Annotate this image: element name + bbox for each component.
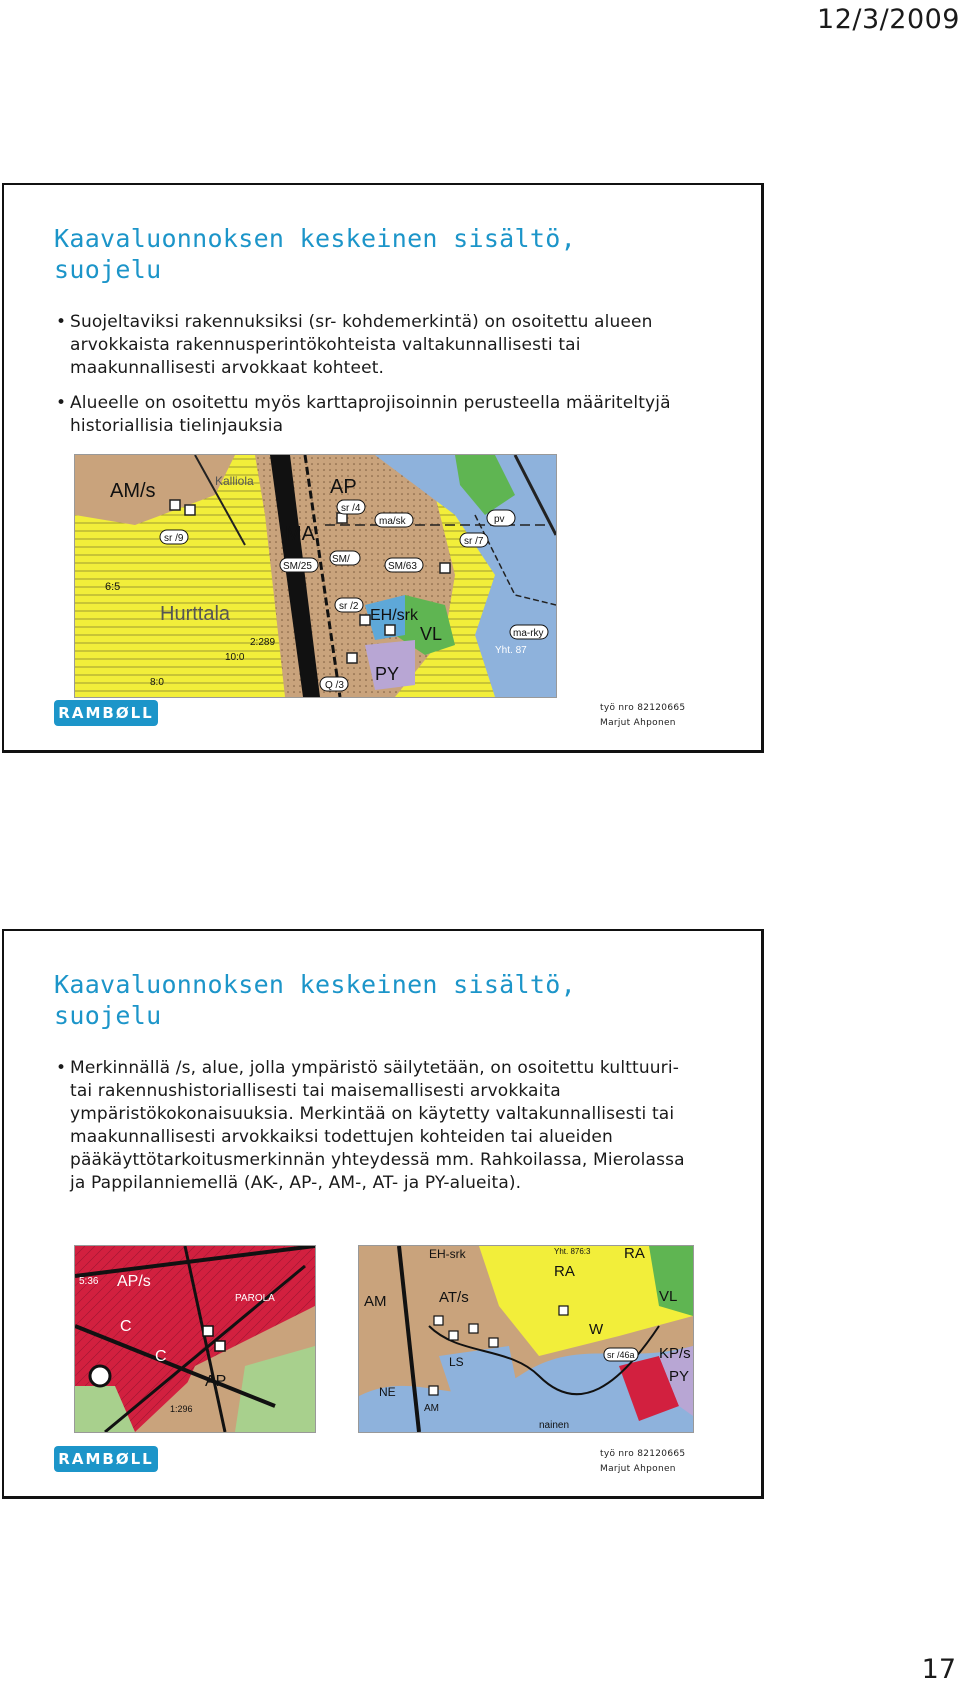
svg-text:Hurttala: Hurttala: [160, 603, 231, 625]
page-number: 17: [921, 1654, 956, 1685]
slide-title-line2: suojelu: [54, 255, 162, 284]
svg-text:Q /3: Q /3: [325, 680, 344, 691]
slide-title: [54, 223, 674, 285]
svg-text:EH-srk: EH-srk: [429, 1247, 466, 1261]
svg-text:Yht. 876:3: Yht. 876:3: [554, 1247, 591, 1256]
svg-text:PY: PY: [669, 1368, 690, 1385]
svg-text:PY: PY: [375, 664, 400, 684]
bullet-list: [54, 1057, 704, 1207]
svg-text:2:289: 2:289: [250, 637, 276, 648]
svg-text:AP: AP: [330, 476, 357, 498]
svg-text:VL: VL: [659, 1288, 678, 1305]
svg-text:SM/: SM/: [332, 554, 350, 565]
svg-text:C: C: [120, 1318, 132, 1335]
svg-text:AM: AM: [424, 1403, 439, 1414]
svg-text:pv: pv: [494, 514, 505, 525]
svg-text:nainen: nainen: [539, 1420, 570, 1431]
svg-text:AM: AM: [364, 1293, 387, 1310]
ramboll-logo: RAMBØLL: [54, 700, 158, 726]
svg-text:C: C: [155, 1348, 167, 1365]
page-date: 12/3/2009: [817, 4, 960, 35]
ramboll-logo: RAMBØLL: [54, 1446, 158, 1472]
footer-author: Marjut Ahponen: [600, 1464, 676, 1474]
footer-job-number: työ nro 82120665: [600, 703, 686, 713]
svg-text:AP: AP: [205, 1373, 227, 1390]
slide-title-line1: Kaavaluonnoksen keskeinen sisältö,: [54, 224, 576, 253]
svg-text:SM/63: SM/63: [388, 561, 417, 572]
svg-text:AM/s: AM/s: [110, 480, 156, 502]
slide-footer: [600, 701, 685, 731]
svg-text:SM/25: SM/25: [283, 561, 312, 572]
svg-text:Yht. 87: Yht. 87: [495, 645, 527, 656]
slide-1: [2, 183, 764, 753]
slide-title-line2: suojelu: [54, 1001, 162, 1030]
svg-text:Kalliola: Kalliola: [215, 474, 254, 488]
slide-title: [54, 969, 674, 1031]
svg-text:AP/s: AP/s: [117, 1273, 151, 1290]
bullet-list: [54, 311, 704, 450]
svg-text:8:0: 8:0: [150, 677, 164, 688]
slide-2: [2, 929, 764, 1499]
svg-text:RA: RA: [624, 1246, 645, 1262]
svg-text:6:5: 6:5: [105, 581, 121, 593]
svg-text:LS: LS: [449, 1355, 464, 1369]
svg-text:sr /4: sr /4: [341, 503, 361, 514]
svg-text:sr /9: sr /9: [164, 533, 184, 544]
zoning-map-image: [74, 454, 557, 698]
svg-text:sr /7: sr /7: [464, 536, 484, 547]
svg-text:W: W: [589, 1321, 604, 1338]
svg-text:MA: MA: [285, 523, 315, 545]
svg-text:NE: NE: [379, 1385, 396, 1399]
footer-author: Marjut Ahponen: [600, 718, 676, 728]
svg-text:ma/sk: ma/sk: [379, 516, 406, 527]
svg-text:EH/srk: EH/srk: [370, 607, 418, 624]
svg-text:KP/s: KP/s: [659, 1345, 691, 1362]
bullet-item: • Suojeltaviksi rakennuksiksi (sr- kohdemerkintä) on osoitettu alueen arvokkaista rakennusperintökohteista valtakunnallisesti tai maakunnallisesti arvokkaat kohteet.: [54, 311, 704, 380]
svg-text:5:36: 5:36: [79, 1276, 99, 1287]
svg-text:1:296: 1:296: [170, 1404, 193, 1414]
svg-text:PAROLA: PAROLA: [235, 1293, 275, 1304]
zoning-map-image-right: [358, 1245, 694, 1433]
svg-text:VL: VL: [420, 624, 443, 644]
svg-text:RA: RA: [554, 1263, 575, 1280]
footer-job-number: työ nro 82120665: [600, 1449, 686, 1459]
svg-text:sr /2: sr /2: [339, 601, 359, 612]
bullet-item: • Alueelle on osoitettu myös karttaprojisoinnin perusteella määriteltyjä historiallisia tielinjauksia: [54, 392, 704, 438]
svg-text:sr /46a: sr /46a: [607, 1350, 635, 1360]
slide-title-line1: Kaavaluonnoksen keskeinen sisältö,: [54, 970, 576, 999]
zoning-map-image-left: [74, 1245, 316, 1433]
svg-text:AT/s: AT/s: [439, 1289, 469, 1306]
bullet-item: • Merkinnällä /s, alue, jolla ympäristö säilytetään, on osoitettu kulttuuri- tai rakennushistoriallisesti tai maisemallisesti arvokkaita ympäristökokonaisuuksia. Merkintää on käytetty valtakunnallisesti tai maakunnallisesti arvokkaiksi todettujen kohteiden tai alueiden pääkäyttötarkoitusmerkinnän yhteydessä mm. Rahkoilassa, Mierolassa ja Pappilanniemellä (AK-, AP-, AM-, AT- ja PY-alueita).: [54, 1057, 704, 1195]
svg-text:10:0: 10:0: [225, 652, 245, 663]
slide-footer: [600, 1447, 685, 1477]
svg-text:ma-rky: ma-rky: [513, 628, 544, 639]
